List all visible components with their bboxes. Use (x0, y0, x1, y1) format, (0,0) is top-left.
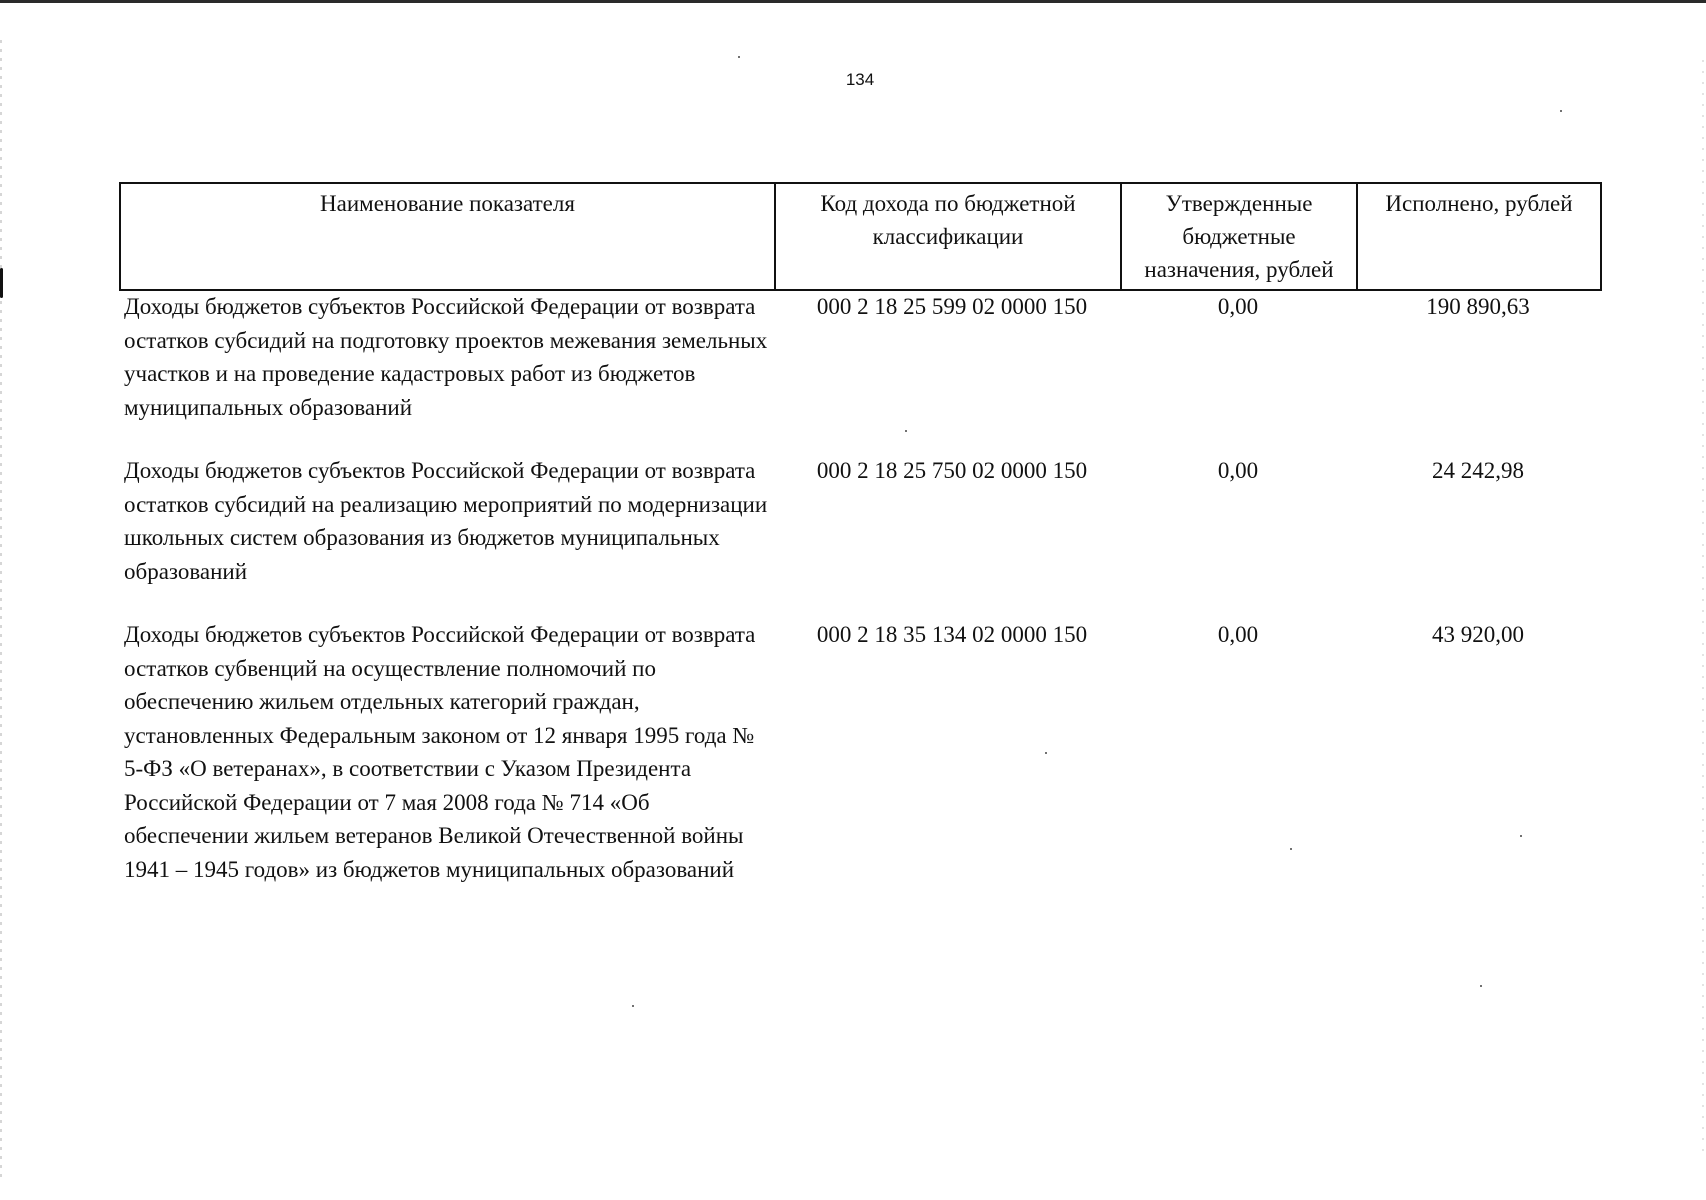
scan-border-right (1702, 60, 1704, 1160)
row-executed: 43 920,00 (1432, 622, 1524, 647)
scan-speck (1560, 110, 1562, 112)
row-name: Доходы бюджетов субъектов Российской Федерации от возврата остатков субсидий на реализацию мероприятий по модернизации школьных систем образования из бюджетов муниципальных образований (124, 458, 768, 584)
row-code: 000 2 18 35 134 02 0000 150 (816, 622, 1088, 647)
scan-speck (738, 56, 740, 58)
scan-speck (1480, 985, 1482, 987)
table-row (119, 454, 1604, 588)
scan-border-left (0, 40, 2, 1180)
header-executed: Исполнено, рублей (1357, 183, 1601, 290)
table-body (119, 290, 1604, 886)
row-executed: 190 890,63 (1426, 294, 1530, 319)
table-row (119, 290, 1604, 424)
row-code: 000 2 18 25 750 02 0000 150 (816, 458, 1088, 483)
row-approved: 0,00 (1217, 294, 1259, 319)
scan-speck (632, 1005, 634, 1007)
header-row (120, 183, 1601, 290)
page-number: 134 (845, 70, 875, 89)
row-name: Доходы бюджетов субъектов Российской Федерации от возврата остатков субвенций на осуществление полномочий по обеспечению жильем отдельных категорий граждан, установленных Федеральным законом от 12 января 1995 года № 5-ФЗ «О ветеранах», в соответствии с Указом Президента Российской Федерации от 7 мая 2008 года № 714 «Об обеспечении жильем ветеранов Великой Отечественной войны 1941 – 1945 годов» из бюджетов муниципальных образований (124, 622, 756, 882)
row-approved: 0,00 (1217, 458, 1259, 483)
table-header (119, 182, 1602, 291)
row-executed: 24 242,98 (1432, 458, 1524, 483)
header-approved: Утвержденные бюджетные назначения, рублей (1121, 183, 1357, 290)
header-code: Код дохода по бюджетной классификации (775, 183, 1121, 290)
header-name: Наименование показателя (120, 183, 775, 290)
table-row (119, 618, 1604, 886)
row-code: 000 2 18 25 599 02 0000 150 (816, 294, 1088, 319)
row-approved: 0,00 (1217, 622, 1259, 647)
row-name: Доходы бюджетов субъектов Российской Федерации от возврата остатков субсидий на подготовку проектов межевания земельных участков и на проведение кадастровых работ из бюджетов муниципальных образований (124, 294, 768, 420)
scan-border-top (0, 0, 1706, 3)
scan-mark (0, 268, 3, 298)
